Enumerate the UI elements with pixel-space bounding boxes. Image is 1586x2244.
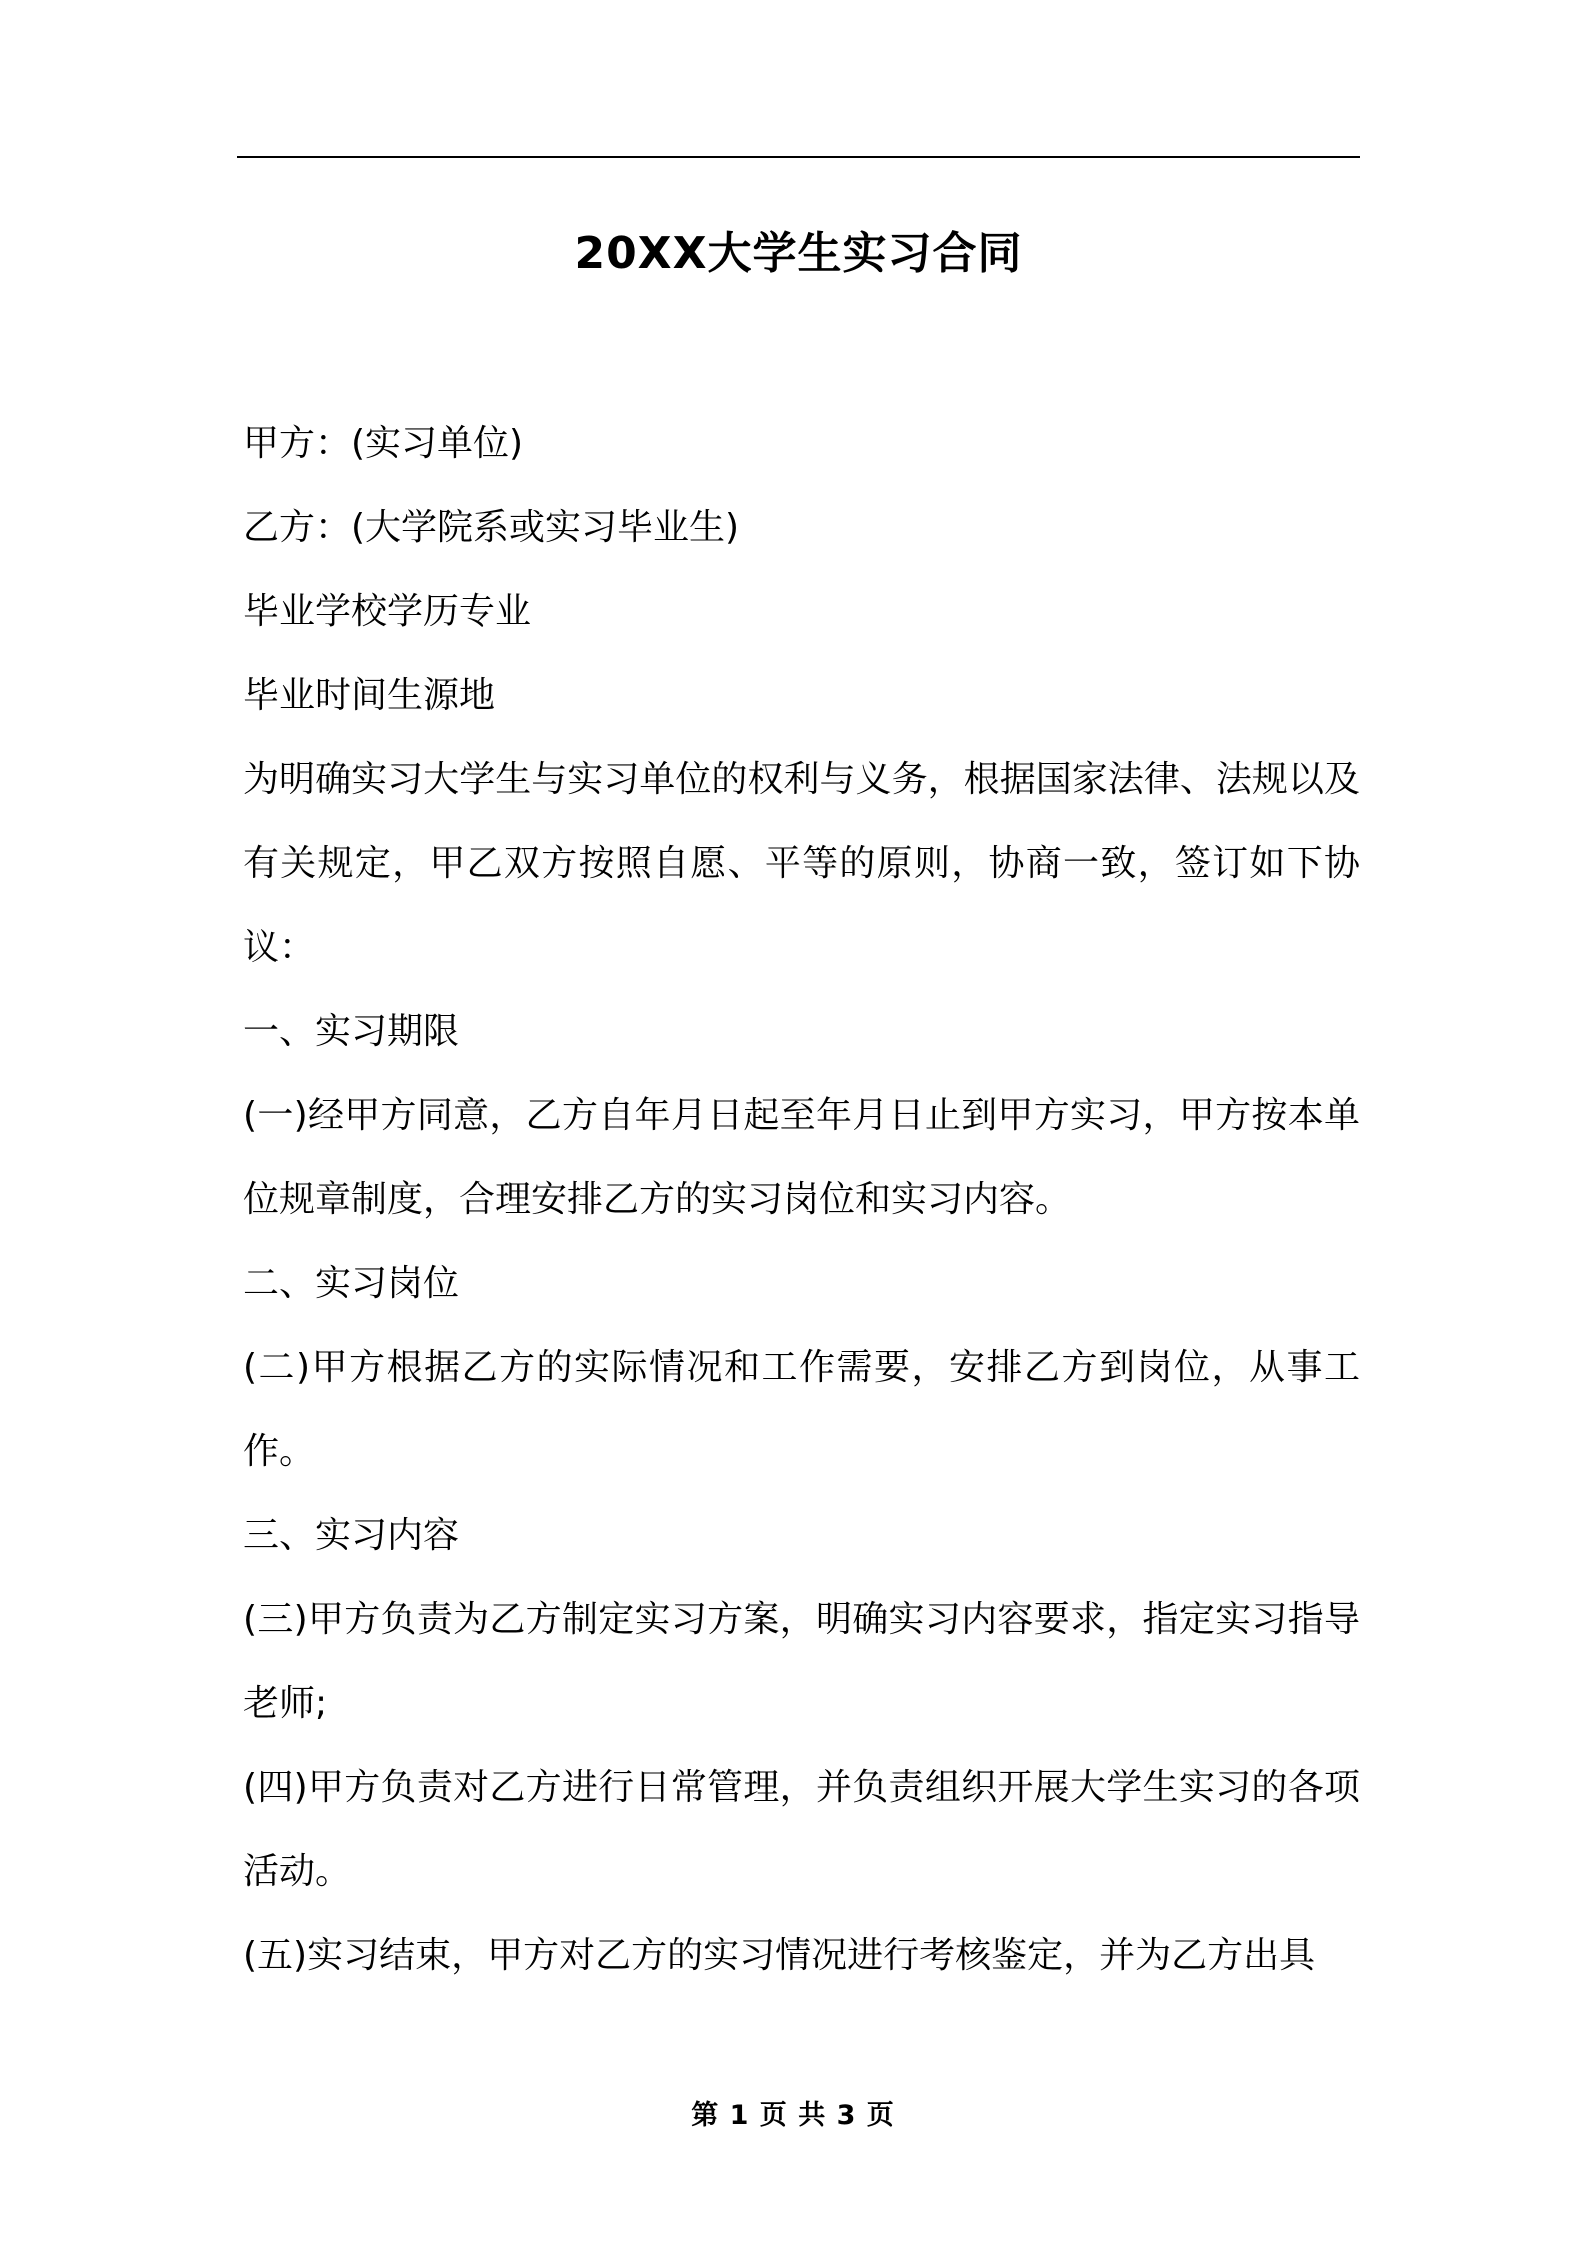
section-heading-period: 一、实习期限 bbox=[243, 1011, 460, 1052]
header-rule bbox=[237, 156, 1360, 158]
section-heading-content: 三、实习内容 bbox=[243, 1515, 460, 1556]
clause-1: (一)经甲方同意，乙方自年月日起至年月日止到甲方实习，甲方按本单位规章制度，合理安排乙方的实习岗位和实习内容。 bbox=[243, 1095, 1360, 1220]
party-b-line: 乙方：(大学院系或实习毕业生) bbox=[243, 507, 740, 548]
clause-2: (二)甲方根据乙方的实际情况和工作需要，安排乙方到岗位，从事工作。 bbox=[243, 1347, 1360, 1472]
clause-5: (五)实习结束，甲方对乙方的实习情况进行考核鉴定，并为乙方出具 bbox=[243, 1935, 1316, 1976]
clause-4: (四)甲方负责对乙方进行日常管理，并负责组织开展大学生实习的各项活动。 bbox=[243, 1767, 1360, 1892]
page-number-footer: 第 1 页 共 3 页 bbox=[691, 2100, 895, 2131]
section-heading-position: 二、实习岗位 bbox=[243, 1263, 460, 1304]
graduation-origin-line: 毕业时间生源地 bbox=[243, 675, 496, 716]
preamble-paragraph: 为明确实习大学生与实习单位的权利与义务，根据国家法律、法规以及有关规定，甲乙双方按照自愿、平等的原则，协商一致，签订如下协议： bbox=[243, 759, 1360, 968]
document-title: 20XX大学生实习合同 bbox=[574, 228, 1023, 279]
clause-3: (三)甲方负责为乙方制定实习方案，明确实习内容要求，指定实习指导老师; bbox=[243, 1599, 1360, 1724]
document-body bbox=[243, 402, 1360, 1998]
party-a-line: 甲方：(实习单位) bbox=[243, 423, 524, 464]
school-degree-line: 毕业学校学历专业 bbox=[243, 591, 532, 632]
